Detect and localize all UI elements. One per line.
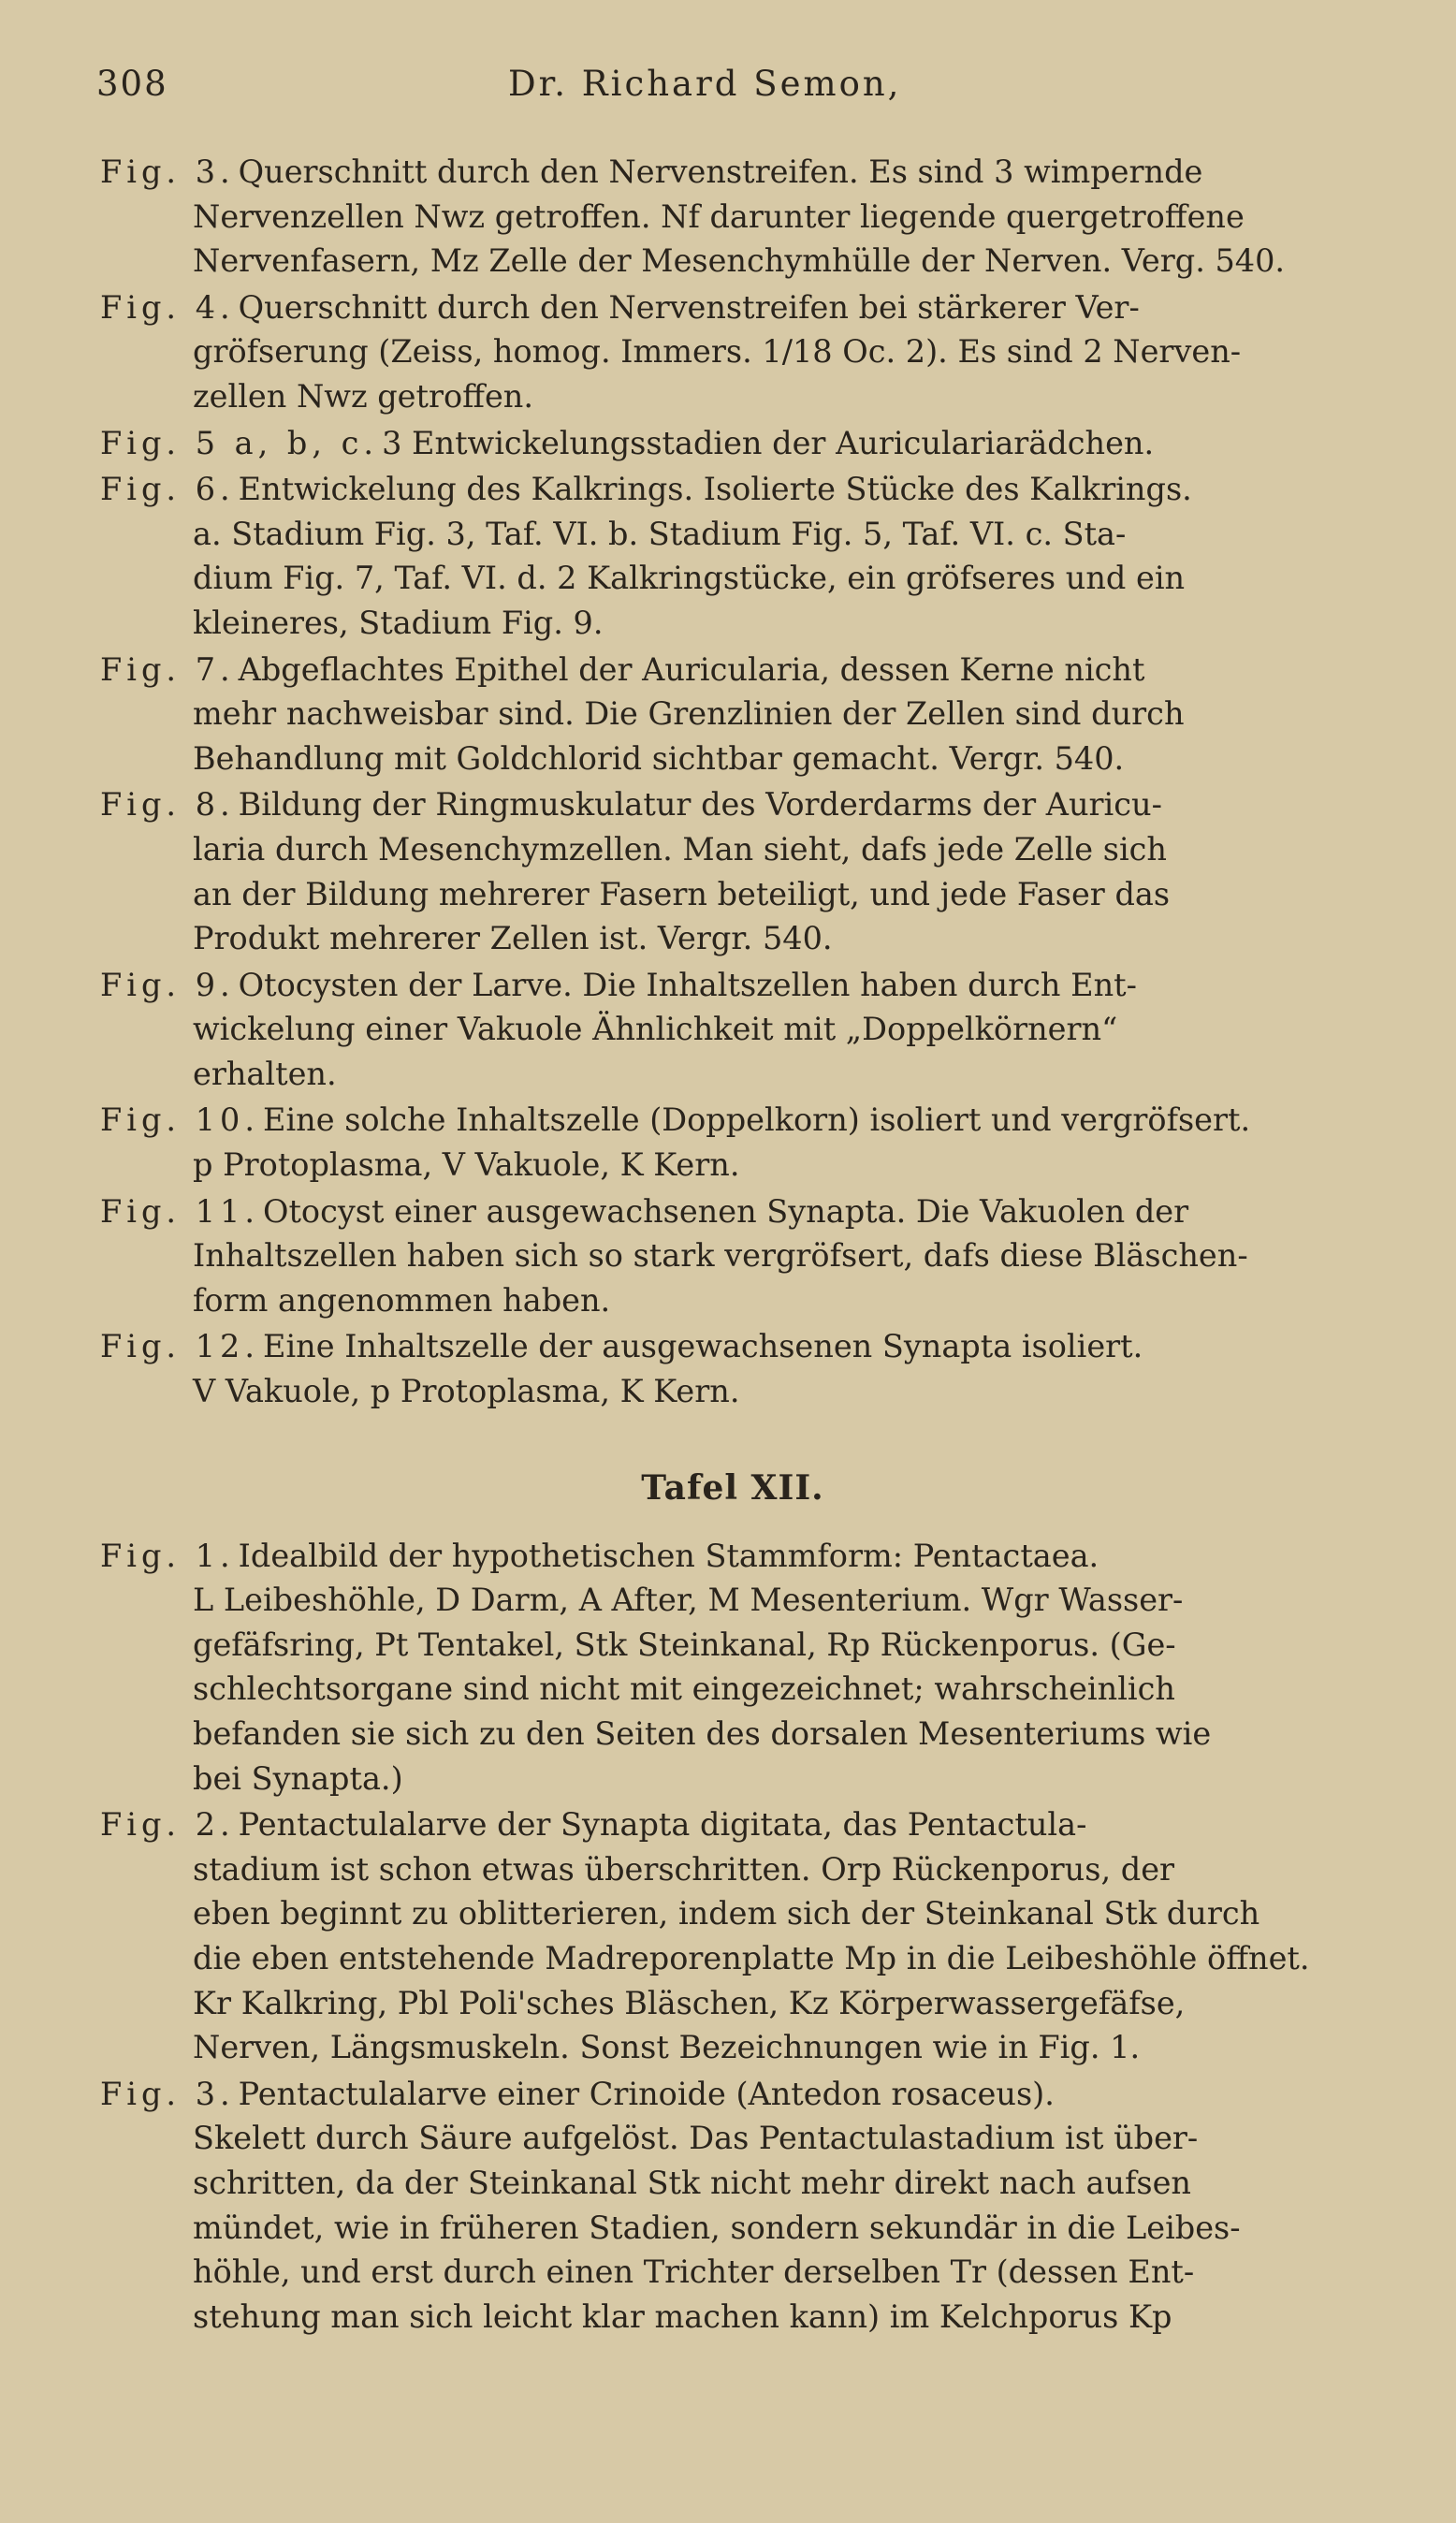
figure-label: Fig. 11. [100, 1192, 259, 1230]
figure-caption [96, 467, 1369, 645]
caption-line: wickelung einer Vakuole Ähnlichkeit mit „Doppelkörnern“ [193, 1011, 1118, 1048]
figure-caption [96, 1189, 1369, 1323]
figure-caption [96, 421, 1369, 466]
caption-line: Nerven, Längsmuskeln. Sonst Bezeichnungen wie in Fig. 1. [193, 2029, 1141, 2066]
caption-line: kleineres, Stadium Fig. 9. [193, 604, 604, 641]
caption-line: schlechtsorgane sind nicht mit eingezeichnet; wahrscheinlich [193, 1670, 1175, 1708]
figure-label: Fig. 2. [100, 1806, 235, 1844]
figure-caption [96, 1324, 1369, 1413]
caption-line: befanden sie sich zu den Seiten des dorsalen Mesenteriums wie [193, 1715, 1212, 1752]
caption-line: 3 Entwickelungsstadien der Auriculariarädchen. [382, 424, 1155, 461]
figure-label: Fig. 4. [100, 288, 235, 326]
figure-caption [96, 1098, 1369, 1187]
caption-line: p Protoplasma, V Vakuole, K Kern. [193, 1146, 740, 1184]
caption-line: Skelett durch Säure aufgelöst. Das Pentactulastadium ist über- [193, 2120, 1199, 2157]
caption-line: schritten, da der Steinkanal Stk nicht mehr direkt nach aufsen [193, 2164, 1191, 2201]
caption-line: Bildung der Ringmuskulatur des Vorderdarms der Auricu- [238, 786, 1162, 824]
caption-line: mehr nachweisbar sind. Die Grenzlinien der Zellen sind durch [193, 695, 1185, 733]
figure-caption [96, 782, 1369, 960]
caption-line: V Vakuole, p Protoplasma, K Kern. [193, 1373, 740, 1410]
figure-label: Fig. 3. [100, 153, 235, 190]
caption-line: Pentactulalarve einer Crinoide (Antedon rosaceus). [238, 2075, 1055, 2112]
caption-line: Otocysten der Larve. Die Inhaltszellen haben durch Ent- [238, 966, 1137, 1003]
caption-line: stehung man sich leicht klar machen kann) im Kelchporus Kp [193, 2297, 1172, 2335]
figure-caption [96, 285, 1369, 419]
caption-line: höhle, und erst durch einen Trichter derselben Tr (dessen Ent- [193, 2253, 1195, 2291]
caption-line: Produkt mehrerer Zellen ist. Vergr. 540. [193, 920, 833, 957]
caption-line: eben beginnt zu oblitterieren, indem sich der Steinkanal Stk durch [193, 1895, 1260, 1932]
figure-caption [96, 648, 1369, 781]
plate-xii-figure-list [96, 1534, 1369, 2340]
caption-line: Abgeflachtes Epithel der Auricularia, dessen Kerne nicht [238, 650, 1145, 688]
caption-line: form angenommen haben. [193, 1281, 611, 1319]
caption-line: erhalten. [193, 1055, 337, 1092]
caption-line: mündet, wie in früheren Stadien, sondern sekundär in die Leibes- [193, 2209, 1241, 2246]
plate-xi-figure-list [96, 150, 1369, 1414]
page-body [96, 150, 1369, 2341]
figure-label: Fig. 12. [100, 1328, 259, 1365]
figure-caption [96, 1534, 1369, 1801]
figure-label: Fig. 10. [100, 1101, 259, 1139]
figure-label: Fig. 3. [100, 2075, 235, 2112]
caption-line: laria durch Mesenchymzellen. Man sieht, dafs jede Zelle sich [193, 830, 1168, 868]
caption-line: Entwickelung des Kalkrings. Isolierte Stücke des Kalkrings. [238, 471, 1192, 508]
running-head: Dr. Richard Semon, [508, 64, 902, 104]
figure-label: Fig. 7. [100, 650, 235, 688]
caption-line: Eine Inhaltszelle der ausgewachsenen Synapta isoliert. [262, 1328, 1143, 1365]
page-number: 308 [96, 64, 168, 104]
section-title: Tafel XII. [641, 1467, 824, 1508]
page-header [96, 64, 1369, 120]
figure-label: Fig. 8. [100, 786, 235, 824]
caption-line: Nervenzellen Nwz getroffen. Nf darunter liegende quergetroffene [193, 197, 1245, 235]
caption-line: zellen Nwz getroffen. [193, 377, 534, 415]
caption-line: an der Bildung mehrerer Fasern beteiligt, und jede Faser das [193, 875, 1171, 912]
figure-label: Fig. 9. [100, 966, 235, 1003]
caption-line: stadium ist schon etwas überschritten. Orp Rückenporus, der [193, 1850, 1175, 1888]
caption-line: L Leibeshöhle, D Darm, A After, M Mesenterium. Wgr Wasser- [193, 1582, 1184, 1619]
caption-line: a. Stadium Fig. 3, Taf. VI. b. Stadium Fig. 5, Taf. VI. c. Sta- [193, 515, 1127, 552]
figure-caption [96, 1802, 1369, 2070]
figure-caption [96, 2072, 1369, 2340]
figure-label: Fig. 5 a, b, c. [100, 424, 379, 461]
caption-line: Idealbild der hypothetischen Stammform: Pentactaea. [238, 1537, 1099, 1574]
caption-line: Inhaltszellen haben sich so stark vergröfsert, dafs diese Bläschen- [193, 1237, 1248, 1275]
caption-line: Querschnitt durch den Nervenstreifen bei stärkerer Ver- [238, 288, 1140, 326]
caption-line: Nervenfasern, Mz Zelle der Mesenchymhülle der Nerven. Verg. 540. [193, 242, 1286, 280]
caption-line: gröfserung (Zeiss, homog. Immers. 1/18 Oc. 2). Es sind 2 Nerven- [193, 333, 1242, 371]
caption-line: Otocyst einer ausgewachsenen Synapta. Die Vakuolen der [262, 1192, 1189, 1230]
caption-line: Behandlung mit Goldchlorid sichtbar gemacht. Vergr. 540. [193, 739, 1125, 777]
figure-label: Fig. 6. [100, 471, 235, 508]
caption-line: Kr Kalkring, Pbl Poli'sches Bläschen, Kz Körperwassergefäfse, [193, 1984, 1186, 2021]
figure-label: Fig. 1. [100, 1537, 235, 1574]
caption-line: bei Synapta.) [193, 1759, 403, 1797]
caption-line: gefäfsring, Pt Tentakel, Stk Steinkanal, Rp Rückenporus. (Ge- [193, 1626, 1176, 1663]
caption-line: dium Fig. 7, Taf. VI. d. 2 Kalkringstücke, ein gröfseres und ein [193, 560, 1186, 597]
caption-line: Eine solche Inhaltszelle (Doppelkorn) isoliert und vergröfsert. [262, 1101, 1251, 1139]
caption-line: Pentactulalarve der Synapta digitata, das Pentactula- [238, 1806, 1087, 1844]
figure-caption [96, 150, 1369, 284]
caption-line: die eben entstehende Madreporenplatte Mp in die Leibeshöhle öffnet. [193, 1939, 1310, 1976]
caption-line: Querschnitt durch den Nervenstreifen. Es sind 3 wimpernde [238, 153, 1203, 190]
figure-caption [96, 963, 1369, 1097]
